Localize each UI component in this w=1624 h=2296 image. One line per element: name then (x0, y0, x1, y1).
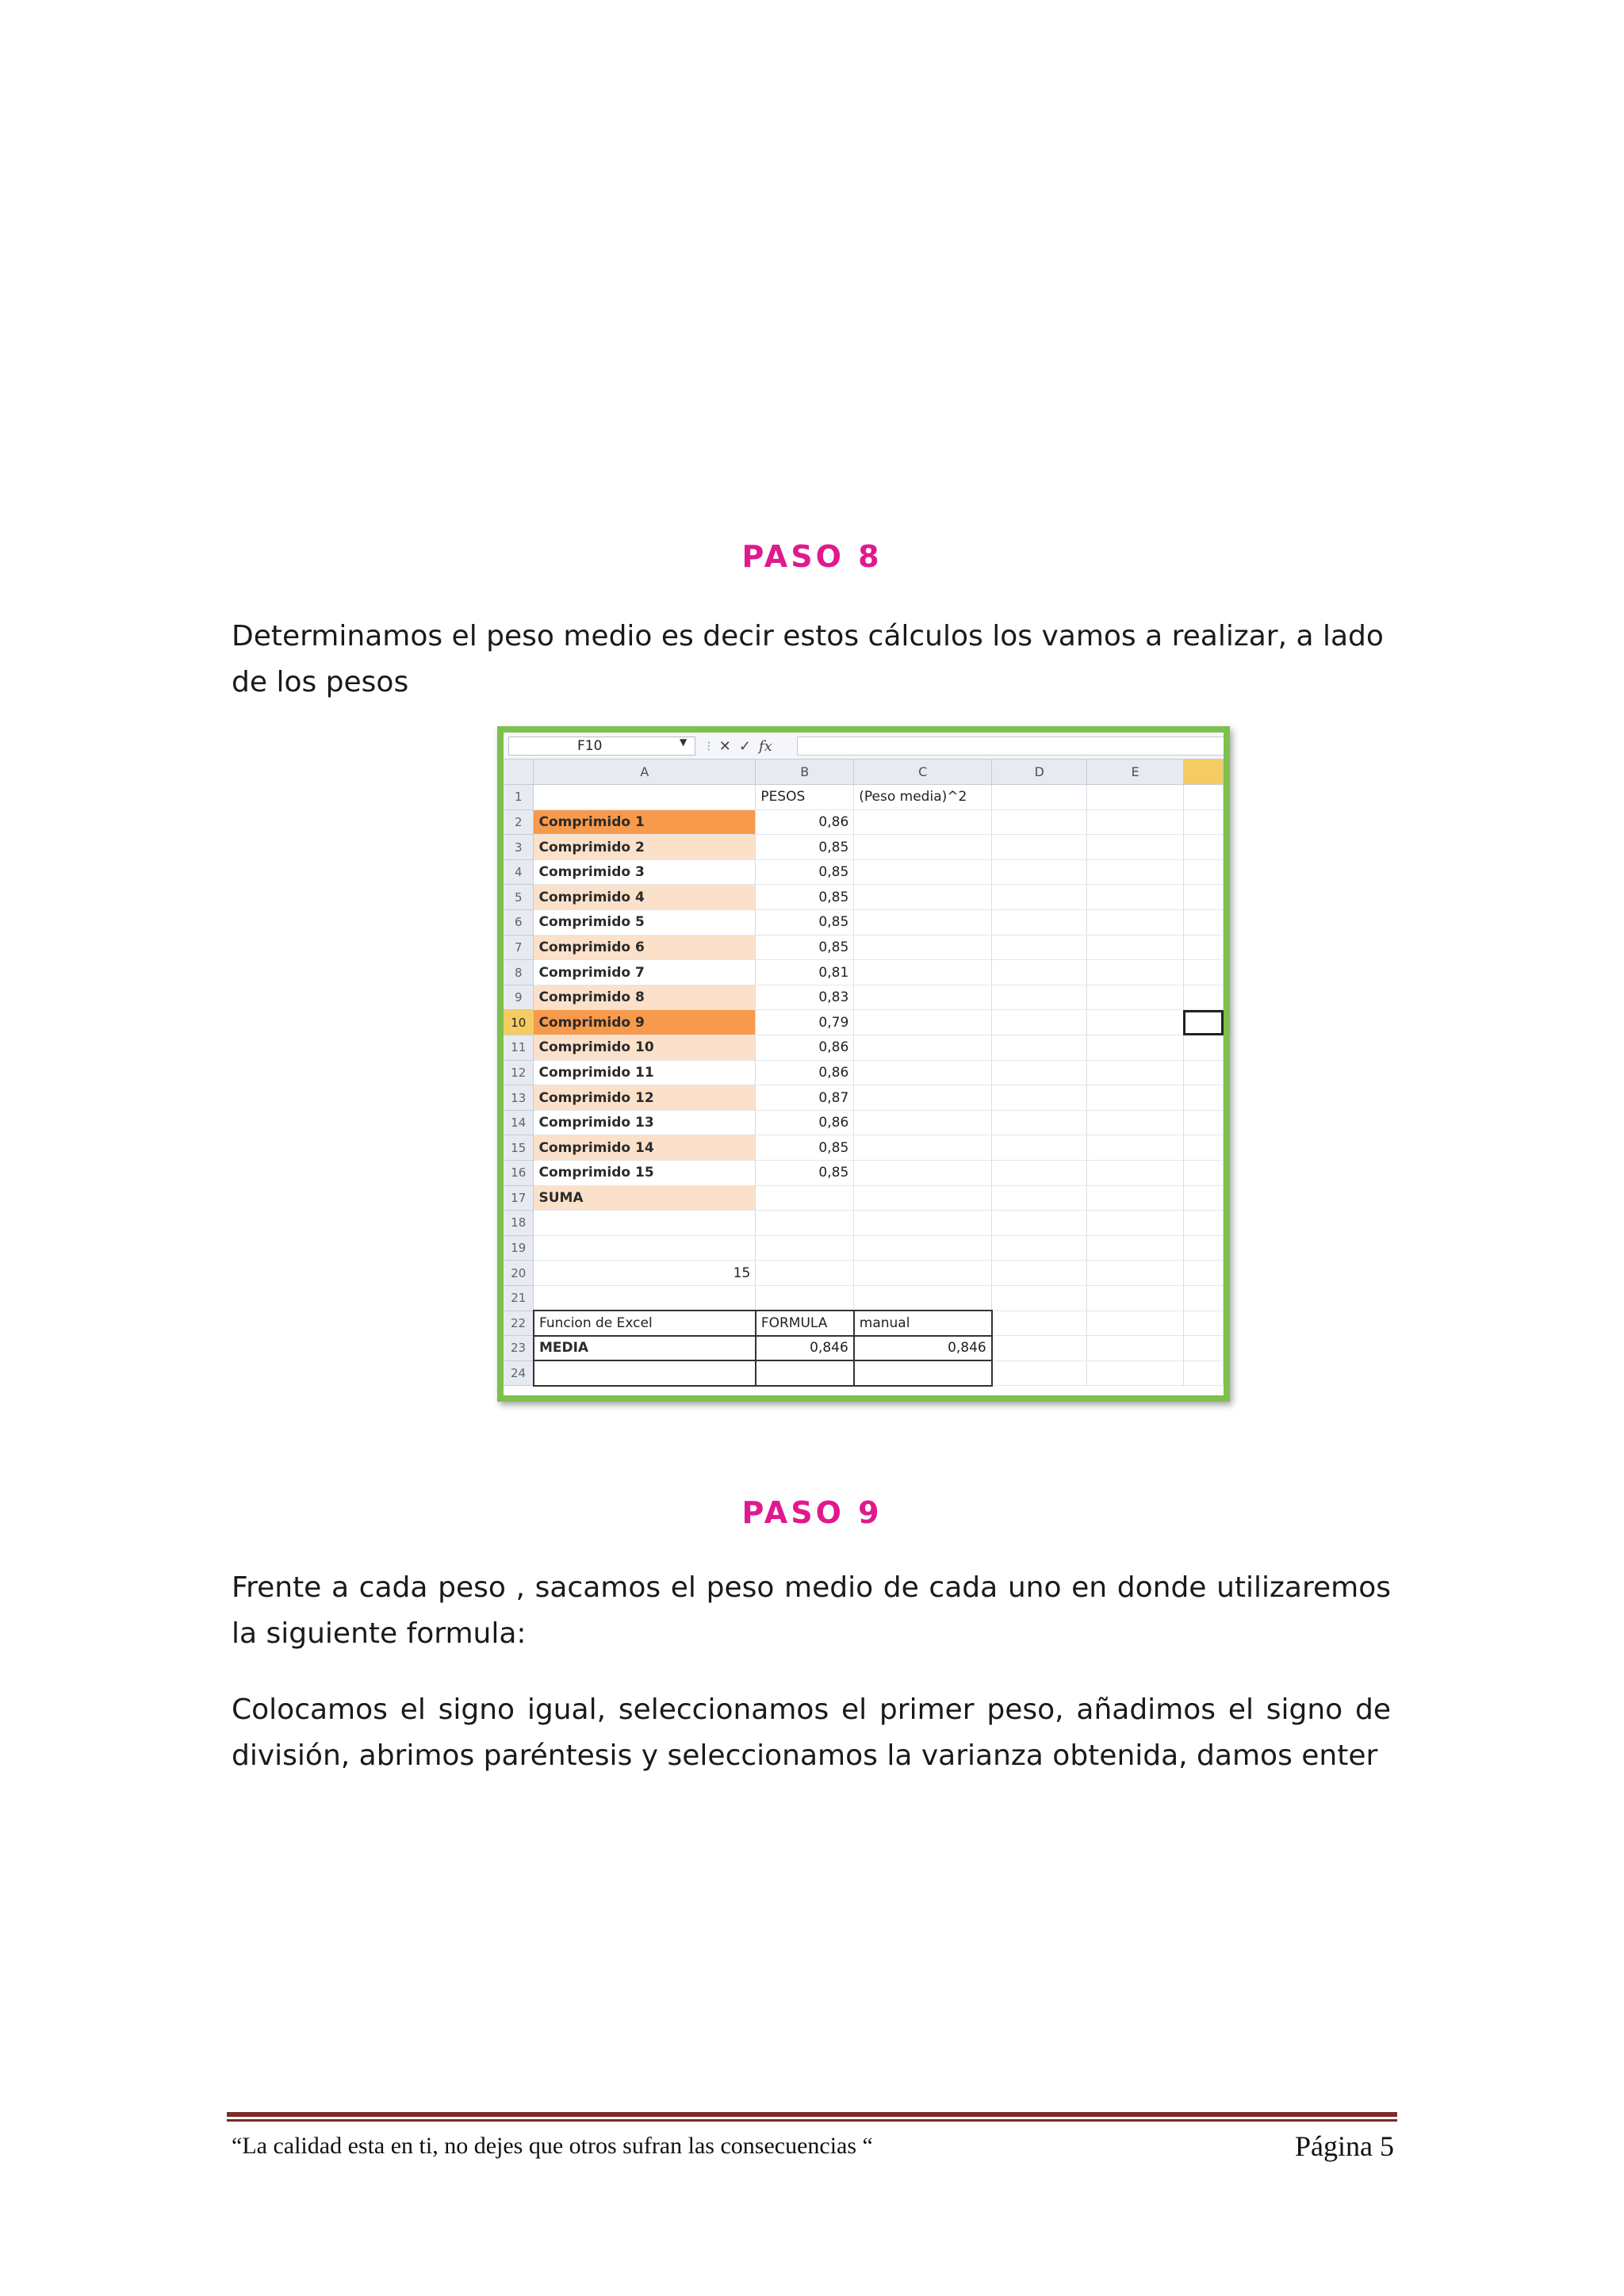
cell-f[interactable] (1183, 1336, 1223, 1361)
column-header-a[interactable]: A (534, 760, 756, 785)
footer-rule (227, 2112, 1397, 2117)
cell-d[interactable] (992, 785, 1087, 810)
table-row (504, 1060, 1224, 1085)
cell-e[interactable] (1087, 1235, 1184, 1261)
cell-d[interactable] (992, 1110, 1087, 1135)
table-row (504, 859, 1224, 885)
cell-c[interactable] (854, 1185, 992, 1211)
cell-b[interactable] (756, 1211, 854, 1236)
cell-a[interactable]: Comprimido 4 (534, 885, 756, 910)
page-number: Página 5 (1295, 2130, 1394, 2162)
row-header[interactable]: 7 (504, 935, 534, 960)
cell-f[interactable] (1183, 885, 1223, 910)
cell-c[interactable] (854, 910, 992, 936)
cell-b[interactable]: FORMULA (756, 1311, 854, 1336)
row-header[interactable]: 18 (504, 1211, 534, 1236)
cell-f[interactable] (1183, 1185, 1223, 1211)
paso9-text-2: Colocamos el signo igual, seleccionamos el primer peso, añadimos el signo de división, abrimos paréntesis y seleccionamos la varianza obtenida, damos enter (232, 1693, 1391, 1772)
cell-c[interactable] (854, 1110, 992, 1135)
cell-d[interactable] (992, 809, 1087, 835)
cell-c[interactable] (854, 1035, 992, 1061)
table-row (504, 1336, 1224, 1361)
table-row (504, 1285, 1224, 1311)
cell-b[interactable]: 0,85 (756, 859, 854, 885)
cell-e[interactable] (1087, 1311, 1184, 1336)
row-header[interactable]: 15 (504, 1135, 534, 1161)
cell-a[interactable]: Comprimido 5 (534, 910, 756, 936)
chevron-down-icon[interactable]: ▼ (680, 737, 688, 748)
cell-c[interactable] (854, 935, 992, 960)
row-header[interactable]: 19 (504, 1235, 534, 1261)
cell-f[interactable] (1183, 960, 1223, 985)
cell-f[interactable] (1183, 1010, 1223, 1035)
cell-e[interactable] (1087, 1035, 1184, 1061)
formula-bar (504, 733, 1224, 760)
cell-d[interactable] (992, 1135, 1087, 1161)
cell-b[interactable]: 0,86 (756, 809, 854, 835)
cell-d[interactable] (992, 985, 1087, 1010)
cell-d[interactable] (992, 1185, 1087, 1211)
cell-d[interactable] (992, 859, 1087, 885)
cell-a[interactable]: Comprimido 12 (534, 1085, 756, 1111)
cell-c[interactable] (854, 1135, 992, 1161)
table-row (504, 1135, 1224, 1161)
cell-f[interactable] (1183, 859, 1223, 885)
cell-a[interactable]: Comprimido 9 (534, 1010, 756, 1035)
cancel-icon[interactable]: ✕ (718, 737, 731, 755)
table-row (504, 809, 1224, 835)
cell-e[interactable] (1087, 885, 1184, 910)
cell-b[interactable]: 0,86 (756, 1035, 854, 1061)
cell-f[interactable] (1183, 1285, 1223, 1311)
row-header[interactable]: 20 (504, 1261, 534, 1286)
cell-b[interactable]: 0,85 (756, 885, 854, 910)
cell-c[interactable] (854, 1235, 992, 1261)
paso8-heading: PASO 8 (741, 539, 883, 574)
select-all-corner[interactable] (504, 760, 534, 785)
footer-rule-thin (227, 2119, 1397, 2122)
cell-a[interactable]: Comprimido 13 (534, 1110, 756, 1135)
table-row (504, 1110, 1224, 1135)
row-header[interactable]: 23 (504, 1336, 534, 1361)
row-header[interactable]: 24 (504, 1360, 534, 1386)
table-row (504, 1211, 1224, 1236)
cell-d[interactable] (992, 1211, 1087, 1236)
name-box[interactable]: F10 (508, 737, 695, 756)
cell-f[interactable] (1183, 835, 1223, 860)
cell-e[interactable] (1087, 1110, 1184, 1135)
row-header[interactable]: 1 (504, 785, 534, 810)
cell-b[interactable]: 0,85 (756, 935, 854, 960)
cell-b[interactable]: 0,85 (756, 835, 854, 860)
cell-b[interactable] (756, 1261, 854, 1286)
cell-f[interactable] (1183, 935, 1223, 960)
cell-a[interactable]: Comprimido 2 (534, 835, 756, 860)
cell-b[interactable] (756, 1360, 854, 1386)
enter-check-icon[interactable]: ✓ (738, 737, 751, 755)
cell-e[interactable] (1087, 935, 1184, 960)
row-header[interactable]: 22 (504, 1311, 534, 1336)
column-header-d[interactable]: D (992, 760, 1087, 785)
cell-c[interactable] (854, 1261, 992, 1286)
cell-b[interactable]: 0,86 (756, 1060, 854, 1085)
row-header[interactable]: 6 (504, 910, 534, 936)
cell-a[interactable]: Comprimido 15 (534, 1161, 756, 1186)
row-header[interactable]: 21 (504, 1285, 534, 1311)
cell-f[interactable] (1183, 809, 1223, 835)
cell-a[interactable]: Comprimido 10 (534, 1035, 756, 1061)
cell-b[interactable] (756, 1285, 854, 1311)
cell-a[interactable]: Comprimido 7 (534, 960, 756, 985)
cell-f[interactable] (1183, 1110, 1223, 1135)
cell-d[interactable] (992, 1235, 1087, 1261)
cell-b[interactable] (756, 1235, 854, 1261)
column-header-b[interactable]: B (756, 760, 854, 785)
cell-a[interactable]: Comprimido 11 (534, 1060, 756, 1085)
cell-f[interactable] (1183, 1311, 1223, 1336)
cell-e[interactable] (1087, 985, 1184, 1010)
cell-d[interactable] (992, 1085, 1087, 1111)
cell-d[interactable] (992, 1161, 1087, 1186)
cell-b[interactable]: 0,86 (756, 1110, 854, 1135)
cell-c[interactable]: (Peso media)^2 (854, 785, 992, 810)
table-row (504, 1085, 1224, 1111)
cell-b[interactable]: 0,83 (756, 985, 854, 1010)
cell-c[interactable]: manual (854, 1311, 992, 1336)
cell-e[interactable] (1087, 1085, 1184, 1111)
cell-d[interactable] (992, 1010, 1087, 1035)
paso8-text: Determinamos el peso medio es decir estos cálculos los vamos a realizar, a lado de los pesos (232, 620, 1384, 698)
cell-f[interactable] (1183, 1135, 1223, 1161)
cell-e[interactable] (1087, 1185, 1184, 1211)
cell-a[interactable]: Comprimido 3 (534, 859, 756, 885)
cell-c[interactable] (854, 1085, 992, 1111)
cell-a[interactable] (534, 1285, 756, 1311)
cell-e[interactable] (1087, 1261, 1184, 1286)
cell-d[interactable] (992, 1035, 1087, 1061)
cell-b[interactable] (756, 1185, 854, 1211)
cell-d[interactable] (992, 835, 1087, 860)
function-icon[interactable]: fx (758, 737, 772, 755)
row-header[interactable]: 11 (504, 1035, 534, 1061)
cell-d[interactable] (992, 1360, 1087, 1386)
cell-a[interactable]: Comprimido 6 (534, 935, 756, 960)
cell-d[interactable] (992, 935, 1087, 960)
cell-e[interactable] (1087, 910, 1184, 936)
table-row (504, 910, 1224, 936)
table-row (504, 1010, 1224, 1035)
cell-a[interactable] (534, 1211, 756, 1236)
row-header[interactable]: 4 (504, 859, 534, 885)
cell-d[interactable] (992, 1261, 1087, 1286)
cell-c[interactable] (854, 960, 992, 985)
cell-a[interactable] (534, 1235, 756, 1261)
table-row (504, 1235, 1224, 1261)
separator-icon: ⁝ (707, 737, 711, 755)
row-header[interactable]: 16 (504, 1161, 534, 1186)
cell-f[interactable] (1183, 1261, 1223, 1286)
table-row (504, 1311, 1224, 1336)
cell-d[interactable] (992, 885, 1087, 910)
cell-f[interactable] (1183, 910, 1223, 936)
row-header[interactable]: 9 (504, 985, 534, 1010)
column-header-row (504, 760, 1224, 785)
cell-d[interactable] (992, 1311, 1087, 1336)
cell-f[interactable] (1183, 1211, 1223, 1236)
formula-input[interactable] (797, 737, 1224, 756)
cell-f[interactable] (1183, 985, 1223, 1010)
table-row (504, 835, 1224, 860)
table-row (504, 785, 1224, 810)
cell-f[interactable] (1183, 1235, 1223, 1261)
table-row (504, 960, 1224, 985)
footer-quote: “La calidad esta en ti, no dejes que otros sufran las consecuencias “ (232, 2133, 873, 2159)
cell-c[interactable] (854, 1010, 992, 1035)
formula-buttons (707, 735, 772, 757)
cell-a[interactable]: Comprimido 8 (534, 985, 756, 1010)
cell-f[interactable] (1183, 1035, 1223, 1061)
row-header[interactable]: 13 (504, 1085, 534, 1111)
cell-d[interactable] (992, 910, 1087, 936)
cell-d[interactable] (992, 1285, 1087, 1311)
row-header[interactable]: 10 (504, 1010, 534, 1035)
cell-c[interactable] (854, 985, 992, 1010)
cell-e[interactable] (1087, 1060, 1184, 1085)
column-header-e[interactable]: E (1087, 760, 1184, 785)
table-row (504, 1261, 1224, 1286)
spreadsheet-screenshot (497, 726, 1230, 1402)
table-row (504, 985, 1224, 1010)
table-row (504, 885, 1224, 910)
cell-c[interactable] (854, 885, 992, 910)
row-header[interactable]: 3 (504, 835, 534, 860)
cell-f[interactable] (1183, 1085, 1223, 1111)
cell-c[interactable] (854, 1161, 992, 1186)
cell-a[interactable]: Comprimido 14 (534, 1135, 756, 1161)
table-row (504, 1360, 1224, 1386)
table-row (504, 1185, 1224, 1211)
paso9-heading: PASO 9 (741, 1495, 883, 1530)
cell-a[interactable]: MEDIA (534, 1336, 756, 1361)
cell-c[interactable] (854, 1360, 992, 1386)
cell-f[interactable] (1183, 1360, 1223, 1386)
cell-b[interactable]: 0,87 (756, 1085, 854, 1111)
cell-e[interactable] (1087, 1336, 1184, 1361)
cell-e[interactable] (1087, 859, 1184, 885)
row-header[interactable]: 5 (504, 885, 534, 910)
cell-a[interactable]: Comprimido 1 (534, 809, 756, 835)
cell-e[interactable] (1087, 960, 1184, 985)
cell-f[interactable] (1183, 1161, 1223, 1186)
cell-d[interactable] (992, 1336, 1087, 1361)
cell-c[interactable] (854, 859, 992, 885)
row-header[interactable]: 12 (504, 1060, 534, 1085)
cell-e[interactable] (1087, 785, 1184, 810)
cell-e[interactable] (1087, 835, 1184, 860)
cell-d[interactable] (992, 960, 1087, 985)
cell-b[interactable]: 0,85 (756, 1135, 854, 1161)
cell-e[interactable] (1087, 1360, 1184, 1386)
cell-a[interactable] (534, 785, 756, 810)
column-header-f[interactable] (1183, 760, 1223, 785)
spreadsheet-grid (504, 760, 1224, 1387)
cell-e[interactable] (1087, 1010, 1184, 1035)
row-header[interactable]: 2 (504, 809, 534, 835)
cell-a[interactable] (534, 1360, 756, 1386)
table-row (504, 1161, 1224, 1186)
cell-b[interactable]: 0,85 (756, 1161, 854, 1186)
paso9-text-1: Frente a cada peso , sacamos el peso medio de cada uno en donde utilizaremos la siguiente formula: (232, 1571, 1391, 1650)
cell-c[interactable] (854, 1285, 992, 1311)
cell-b[interactable]: 0,85 (756, 910, 854, 936)
cell-b[interactable]: 0,79 (756, 1010, 854, 1035)
table-row (504, 935, 1224, 960)
row-header[interactable]: 14 (504, 1110, 534, 1135)
row-header[interactable]: 17 (504, 1185, 534, 1211)
cell-c[interactable] (854, 1060, 992, 1085)
column-header-c[interactable]: C (854, 760, 992, 785)
cell-a[interactable]: 15 (534, 1261, 756, 1286)
cell-a[interactable]: Funcion de Excel (534, 1311, 756, 1336)
cell-b[interactable]: 0,81 (756, 960, 854, 985)
cell-a[interactable]: SUMA (534, 1185, 756, 1211)
cell-e[interactable] (1087, 1211, 1184, 1236)
cell-c[interactable] (854, 1211, 992, 1236)
cell-c[interactable]: 0,846 (854, 1336, 992, 1361)
cell-f[interactable] (1183, 785, 1223, 810)
cell-e[interactable] (1087, 1285, 1184, 1311)
table-row (504, 1035, 1224, 1061)
cell-b[interactable]: PESOS (756, 785, 854, 810)
cell-e[interactable] (1087, 1161, 1184, 1186)
cell-d[interactable] (992, 1060, 1087, 1085)
row-header[interactable]: 8 (504, 960, 534, 985)
cell-c[interactable] (854, 809, 992, 835)
cell-e[interactable] (1087, 1135, 1184, 1161)
cell-c[interactable] (854, 835, 992, 860)
cell-b[interactable]: 0,846 (756, 1336, 854, 1361)
cell-f[interactable] (1183, 1060, 1223, 1085)
cell-e[interactable] (1087, 809, 1184, 835)
